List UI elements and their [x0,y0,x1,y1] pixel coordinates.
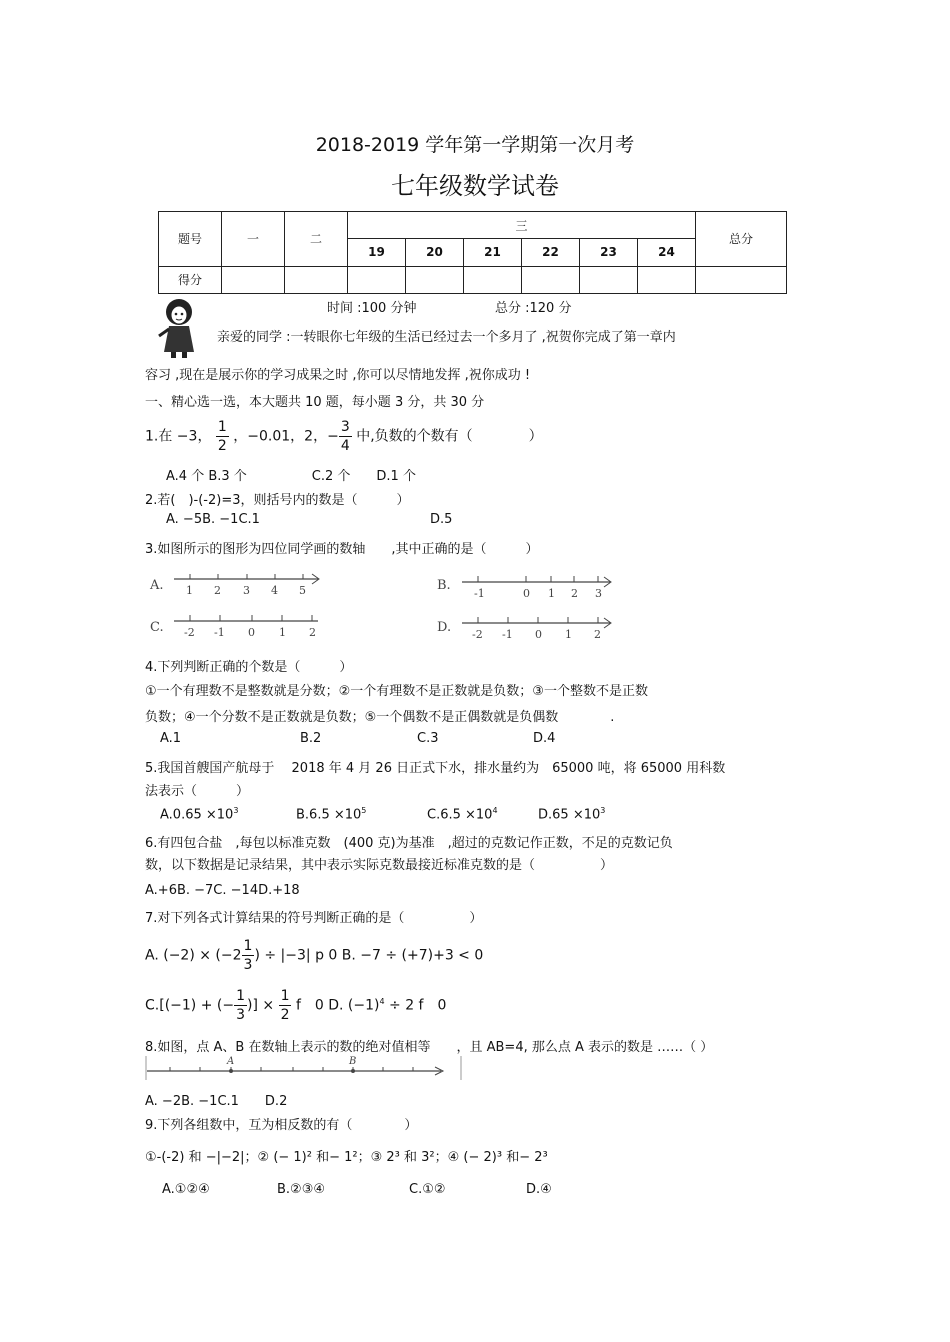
tick-label: -2 [184,626,195,639]
score-cell [580,266,638,293]
numberline-a-label: A. [150,578,164,593]
question-7-options-ab: A. (−2) × (−2 $\frac{1}{3}$ ) ÷ |−3| p 0 B. −7 ÷ (+7)+3 < 0 [145,938,484,973]
question-6-line-2: 数，以下数据是记录结果，其中表示实际克数最接近标准克数的是（ ） [145,858,614,873]
question-2-options-abc: A. −5B. −1C.1 [166,512,260,527]
fraction: $\frac{1}{2}$ [280,988,290,1023]
exam-subtitle: 七年级数学试卷 [391,172,559,200]
fraction: $\frac{1}{3}$ [243,938,253,973]
fraction: $\frac{1}{3}$ [236,988,245,1023]
tick-label: 2 [571,587,578,600]
question-4: 4.下列判断正确的个数是（ ） [145,660,353,675]
question-9: 9.下列各组数中，互为相反数的有（ ） [145,1118,418,1133]
tick-label: 1 [565,628,572,641]
option-b: B.②③④ [277,1182,326,1197]
sub-question-header: 24 [638,239,696,266]
option-c: $C.6.5 \times 10^4$ [427,806,498,823]
greeting-line-2: 容习 ,现在是展示你的学习成果之时 ,你可以尽情地发挥 ,祝你成功 ! [145,368,531,383]
question-8: 8.如图，点 A、B 在数轴上表示的数的绝对值相等 ，且 AB=4, 那么点 A 表示的数是 ……（ ） [145,1040,714,1055]
fraction-one-half: $\frac{1}{2}$ [217,419,227,454]
score-cell [696,266,787,293]
score-cell [285,266,348,293]
sub-question-header: 20 [406,239,464,266]
tick-label: 1 [548,587,555,600]
section-3-header: 三 [348,212,696,239]
exam-title: 2018-2019 学年第一学期第一次月考 [315,134,635,156]
question-6-options: A.+6B. −7C. −14D.+18 [145,883,300,898]
tick-label: 3 [243,584,250,597]
sub-question-header: 19 [348,239,406,266]
section-2-header: 二 [285,212,348,267]
question-3: 3.如图所示的图形为四位同学画的数轴 ,其中正确的是（ ） [145,542,539,557]
tick-label: 5 [299,584,306,597]
score-cell [406,266,464,293]
score-cell [522,266,580,293]
question-2-option-d: D.5 [430,512,453,527]
total-header: 总分 [696,212,787,267]
question-number-label: 题号 [159,212,222,267]
option-c: C.①② [409,1182,446,1197]
tick-label: -1 [214,626,225,639]
fraction-three-quarters: $\frac{3}{4}$ [340,419,350,454]
tick-label: -1 [474,587,485,600]
question-1-options: A.4 个 B.3 个 C.2 个 D.1 个 [166,469,416,484]
option-b: $B.6.5 \times 10^5$ [296,806,367,823]
score-row-label: 得分 [159,266,222,293]
numberline-b-label: B. [437,578,451,593]
option-c: C.3 [417,731,439,746]
section-1-heading: 一、精心选一选，本大题共 10 题，每小题 3 分，共 30 分 [145,395,485,410]
question-4-statements-1: ①一个有理数不是整数就是分数；②一个有理数不是正数就是负数；③一个整数不是正数 [145,684,648,699]
score-cell [638,266,696,293]
tick-label: 0 [535,628,542,641]
option-d: D.④ [526,1182,552,1197]
score-cell [464,266,522,293]
tick-label: 2 [214,584,221,597]
tick-label: 1 [186,584,193,597]
question-4-statements-2: 负数；④一个分数不是正数就是负数；⑤一个偶数不是正偶数就是负偶数 . [145,710,615,725]
option-d: $D.65 \times 10^3$ [538,806,606,823]
point-b-label: B [349,1056,357,1067]
tick-label: 0 [248,626,255,639]
greeting-line-1: 亲爱的同学 :一转眼你七年级的生活已经过去一个多月了 ,祝贺你完成了第一章内 [217,330,676,345]
score-cell [222,266,285,293]
tick-label: 3 [595,587,602,600]
option-a: A.①②④ [162,1182,210,1197]
section-1-header: 一 [222,212,285,267]
question-8-options: A. −2B. −1C.1 D.2 [145,1094,288,1109]
question-2: 2.若( )-(-2)=3，则括号内的数是（ ） [145,493,410,508]
tick-label: 0 [523,587,530,600]
option-b: B.2 [300,731,322,746]
score-table [158,211,787,294]
numberline-ab [145,1056,463,1082]
exam-time: 时间 :100 分钟 [327,301,417,316]
option-a: A.1 [160,731,182,746]
question-1: 1.在 −3， $\frac{1}{2}$ ，−0.01，2，− $\frac{3}{4}$ 中,负数的个数有（ ） [145,419,543,454]
option-d: D.4 [533,731,556,746]
score-cell [348,266,406,293]
numberline-c-label: C. [150,620,164,635]
numberline-d-label: D. [437,620,452,635]
point-a-label: A [227,1056,235,1067]
tick-label: 2 [594,628,601,641]
question-5-line-2: 法表示（ ） [145,784,250,799]
tick-label: 2 [309,626,316,639]
tick-label: -2 [472,628,483,641]
sub-question-header: 21 [464,239,522,266]
question-9-pairs: ①-(-2) 和 −|−2|；② (− 1)² 和− 1²；③ 2³ 和 3²；④ (− 2)³ 和− 2³ [145,1150,548,1165]
tick-label: 1 [279,626,286,639]
sub-question-header: 22 [522,239,580,266]
question-7: 7.对下列各式计算结果的符号判断正确的是（ ） [145,911,483,926]
tick-label: -1 [502,628,513,641]
question-6-line-1: 6.有四包合盐 ,每包以标准克数 (400 克)为基准 ,超过的克数记作正数，不足的克数记负 [145,836,673,851]
question-7-options-cd: C.[(−1) + (− $\frac{1}{3}$ )] × $\frac{1}{2}$ f 0 D. $(-1)^4 \div 2$ f 0 [145,988,447,1023]
question-5-line-1: 5.我国首艘国产航母于 2018 年 4 月 26 日正式下水，排水量约为 65000 吨，将 65000 用科数 [145,761,726,776]
tick-label: 4 [271,584,278,597]
option-a: $A.0.65 \times 10^3$ [160,806,239,823]
sub-question-header: 23 [580,239,638,266]
cartoon-girl-illustration [154,296,204,358]
exam-total: 总分 :120 分 [495,301,572,316]
